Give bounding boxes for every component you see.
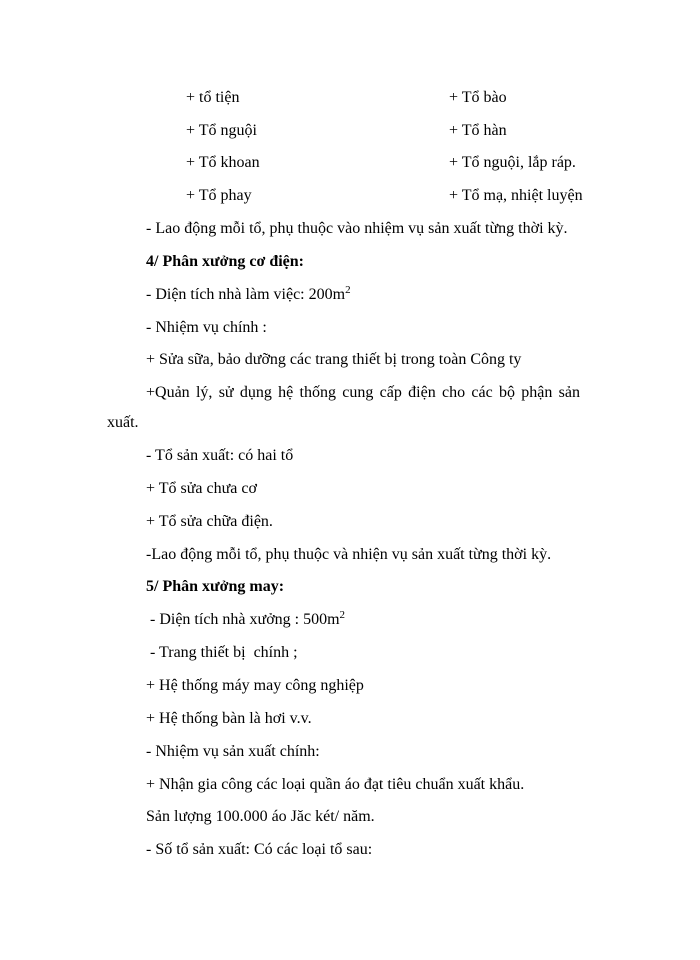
area-line bbox=[146, 610, 345, 630]
team-item: + Tổ sửa chữa điện. bbox=[146, 513, 273, 530]
task-item: + Sửa sữa, bảo dưỡng các trang thiết bị trong toàn Công ty bbox=[146, 351, 522, 368]
team-list-item: + tổ tiện bbox=[186, 89, 240, 106]
labor-note: - Lao động mỗi tổ, phụ thuộc vào nhiệm vụ sản xuất từng thời kỳ. bbox=[146, 220, 568, 237]
area-superscript: 2 bbox=[339, 609, 346, 621]
task-item: +Quản lý, sử dụng hệ thống cung cấp điện cho các bộ phận sản bbox=[146, 384, 580, 401]
team-item: + Tổ sửa chưa cơ bbox=[146, 480, 257, 497]
tasks-label: - Nhiệm vụ sản xuất chính: bbox=[146, 743, 320, 760]
team-list-item: + Tổ bào bbox=[449, 89, 507, 106]
equipment-item: + Hệ thống bàn là hơi v.v. bbox=[146, 710, 312, 727]
teams-label: - Tổ sản xuất: có hai tổ bbox=[146, 447, 294, 464]
team-list-item: + Tổ hàn bbox=[449, 122, 507, 139]
team-list-item: + Tổ nguội, lắp ráp. bbox=[449, 154, 576, 171]
team-list-item: + Tổ mạ, nhiệt luyện bbox=[449, 187, 583, 204]
labor-note: -Lao động mỗi tổ, phụ thuộc và nhiện vụ sản xuất từng thời kỳ. bbox=[146, 546, 552, 563]
area-text: - Diện tích nhà xưởng : 500m bbox=[146, 611, 340, 628]
tasks-label: - Nhiệm vụ chính : bbox=[146, 319, 267, 336]
equipment-item: + Hệ thống máy may công nghiệp bbox=[146, 677, 364, 694]
teams-label: - Số tổ sản xuất: Có các loại tổ sau: bbox=[146, 841, 373, 858]
team-list-item: + Tổ khoan bbox=[186, 154, 260, 171]
area-superscript: 2 bbox=[345, 284, 351, 296]
output-line: Sản lượng 100.000 áo Jăc két/ năm. bbox=[146, 808, 375, 825]
area-text: - Diện tích nhà làm việc: 200m bbox=[146, 286, 346, 303]
section-heading: 4/ Phân xưởng cơ điện: bbox=[146, 253, 305, 270]
team-list-item: + Tổ nguội bbox=[186, 122, 257, 139]
section-heading: 5/ Phân xưởng may: bbox=[146, 578, 285, 595]
task-item-continuation: xuất. bbox=[107, 414, 139, 431]
task-item: + Nhận gia công các loại quần áo đạt tiêu chuẩn xuất khẩu. bbox=[146, 776, 525, 793]
area-line bbox=[146, 285, 351, 305]
equipment-label: - Trang thiết bị chính ; bbox=[146, 644, 298, 661]
team-list-item: + Tổ phay bbox=[186, 187, 252, 204]
